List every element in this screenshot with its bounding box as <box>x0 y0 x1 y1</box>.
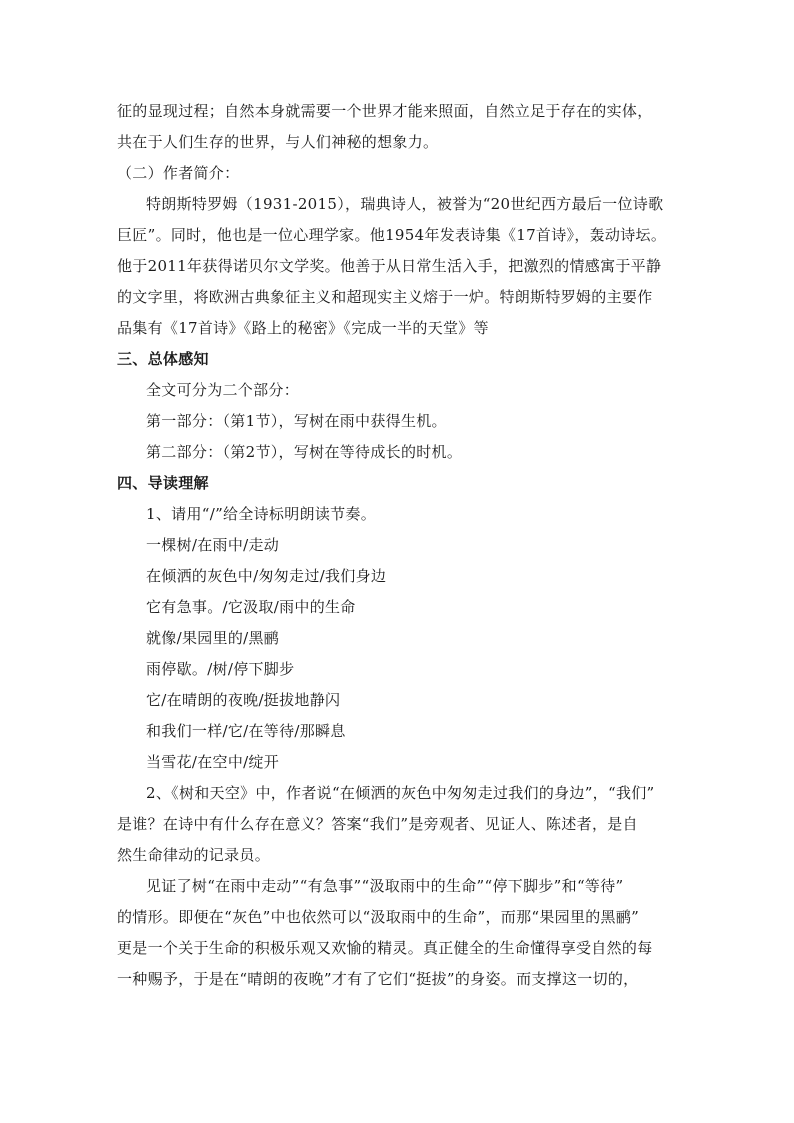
text-line: 一种赐予，于是在“晴朗的夜晚”才有了它们“挺拔”的身姿。而支撑这一切的， <box>117 970 639 988</box>
text-line: 征的显现过程；自然本身就需要一个世界才能来照面，自然立足于存在的实体， <box>117 102 653 120</box>
poem-line: 就像/果园里的/黑鹂 <box>146 629 280 647</box>
text-line: 共在于人们生存的世界，与人们神秘的想象力。 <box>117 133 439 151</box>
section-heading: 三、总体感知 <box>117 350 209 368</box>
poem-line: 当雪花/在空中/绽开 <box>146 753 280 771</box>
poem-line: 在倾洒的灰色中/匆匆走过/我们身边 <box>146 567 387 585</box>
text-line: 更是一个关于生命的积极乐观又欢愉的精灵。真正健全的生命懂得享受自然的每 <box>117 939 653 957</box>
poem-line: 它有急事。/它汲取/雨中的生命 <box>146 598 356 616</box>
section-subheading: （二）作者简介： <box>117 164 240 182</box>
text-line: 的情形。即便在“灰色”中也依然可以“汲取雨中的生命”，而那“果园里的黑鹂” <box>117 908 640 926</box>
text-line: 是谁？在诗中有什么存在意义？答案“我们”是旁观者、见证人、陈述者，是自 <box>117 815 638 833</box>
text-line: 巨匠”。同时，他也是一位心理学家。他1954年发表诗集《17首诗》，轰动诗坛。 <box>117 226 667 244</box>
text-line: 第二部分：（第2节），写树在等待成长的时机。 <box>146 443 463 461</box>
text-line: 然生命律动的记录员。 <box>117 846 271 864</box>
section-heading: 四、导读理解 <box>117 474 209 492</box>
poem-line: 它/在晴朗的夜晚/挺拔地静闪 <box>146 691 341 709</box>
question-line: 2、《树和天空》中，作者说“在倾洒的灰色中匆匆走过我们的身边”，“我们” <box>146 784 655 802</box>
text-line: 第一部分：（第1节），写树在雨中获得生机。 <box>146 412 447 430</box>
text-line: 他于2011年获得诺贝尔文学奖。他善于从日常生活入手，把激烈的情感寓于平静 <box>117 257 662 275</box>
poem-line: 一棵树/在雨中/走动 <box>146 536 280 554</box>
text-line: 见证了树“在雨中走动”“有急事”“汲取雨中的生命”“停下脚步”和“等待” <box>146 877 624 895</box>
text-line: 的文字里，将欧洲古典象征主义和超现实主义熔于一炉。特朗斯特罗姆的主要作 <box>117 288 653 306</box>
question-line: 1、请用“/”给全诗标明朗读节奏。 <box>146 505 377 523</box>
poem-line: 和我们一样/它/在等待/那瞬息 <box>146 722 346 740</box>
poem-line: 雨停歇。/树/停下脚步 <box>146 660 295 678</box>
text-line: 全文可分为二个部分： <box>146 381 300 399</box>
text-line: 特朗斯特罗姆（1931-2015），瑞典诗人，被誉为“20世纪西方最后一位诗歌 <box>146 195 664 213</box>
text-line: 品集有《17首诗》《路上的秘密》《完成一半的天堂》等 <box>117 319 489 337</box>
